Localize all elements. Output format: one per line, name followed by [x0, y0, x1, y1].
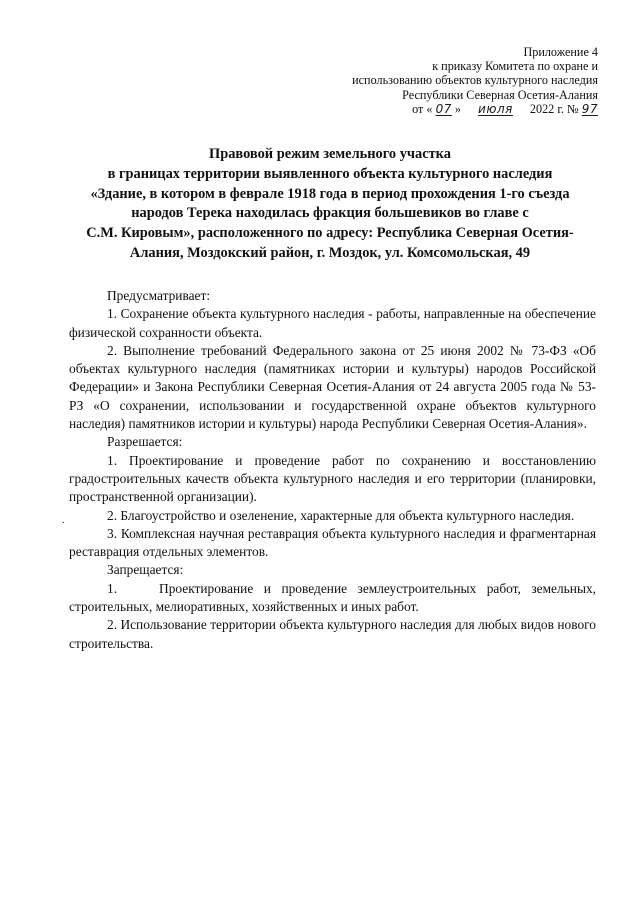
document-title	[60, 145, 600, 264]
allowed-item-2: 2. Благоустройство и озеленение, характерные для объекта культурного наследия.	[107, 507, 575, 523]
title-line-6: Алания, Моздокский район, г. Моздок, ул. Комсомольская, 49	[129, 244, 531, 261]
allowed-item-3: 3. Комплексная научная реставрация объекта культурного наследия и фрагментарная реставрация отдельных элементов.	[69, 525, 596, 560]
forbidden-item-2: 2. Использование территории объекта культурного наследия для любых видов нового строительства.	[69, 617, 596, 651]
date-number-handwritten: 97	[581, 101, 598, 116]
date-mid: »	[454, 101, 461, 116]
allowed-item-1: 1. Проектирование и проведение работ по сохранению и восстановлению градостроительных качеств объекта культурного наследия и его территории (планировки, пространственной организации).	[69, 452, 596, 505]
date-year: 2022 г. №	[529, 101, 579, 116]
title-line-5: С.М. Кировым», расположенного по адресу: Республика Северная Осетия-	[86, 225, 574, 242]
appendix-label: Приложение 4	[523, 45, 598, 59]
appendix-committee-line: использованию объектов культурного наследия	[352, 73, 598, 88]
forbidden-item-1: 1. Проектирование и проведение землеустроительных работ, земельных, строительных, мелиоративных, хозяйственных и иных работ.	[69, 580, 600, 615]
provides-item-1: 1. Сохранение объекта культурного наследия - работы, направленные на обеспечение физической сохранности объекта.	[69, 306, 596, 340]
provides-item-2: 2. Выполнение требований Федерального закона от 25 июня 2002 № 73-ФЗ «Об объектах культурного наследия (памятниках истории и культуры) народов Российской Федерации» и Закона Республики Северная Осетия-Алания от 24 августа 2005 года № 53-РЗ «О сохранении, использовании и государственной охране объектов культурного наследия) памятников истории и культуры) народа Республики Северная Осетия-Алания».	[69, 342, 596, 432]
appendix-order-line: к приказу Комитета по охране и	[432, 59, 598, 74]
section-heading-forbidden: Запрещается:	[107, 562, 184, 578]
title-line-1: Правовой режим земельного участка	[209, 146, 451, 162]
appendix-republic-line: Республики Северная Осетия-Алания	[402, 87, 598, 102]
title-line-4: народов Терека находилась фракция большевиков во главе с	[131, 205, 529, 222]
section-heading-allowed: Разрешается:	[107, 434, 183, 450]
date-day-handwritten: 07	[435, 101, 452, 116]
document-body	[69, 287, 600, 653]
title-line-3: «Здание, в котором в феврале 1918 года в период прохождения 1-го съезда	[90, 185, 570, 202]
appendix-header	[298, 45, 598, 116]
title-line-2: в границах территории выявленного объекта культурного наследия	[107, 165, 553, 182]
appendix-date-line	[298, 102, 598, 116]
date-prefix: от «	[412, 101, 433, 116]
section-heading-provides: Предусматривает:	[107, 288, 211, 303]
scan-dot: .	[62, 515, 65, 526]
date-month-handwritten: июля	[478, 101, 513, 116]
